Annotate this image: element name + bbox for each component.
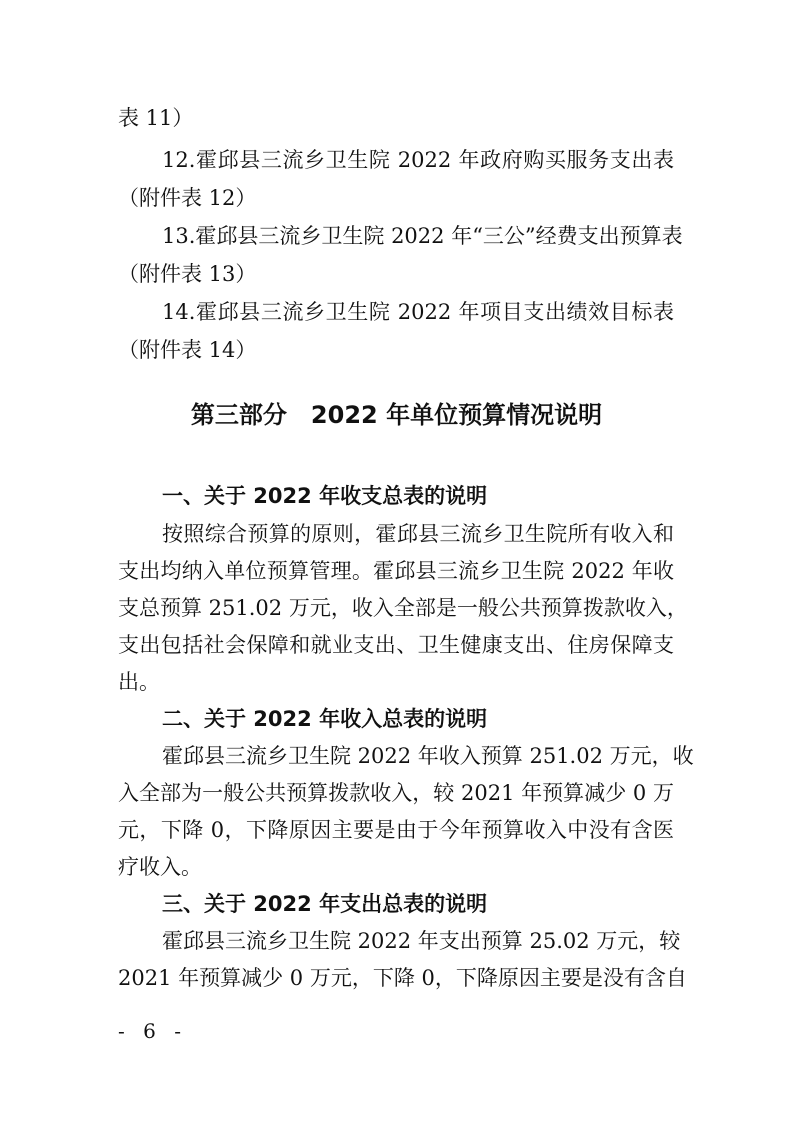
section-1-line-5: 出。	[118, 670, 160, 694]
section-1-line-1: 按照综合预算的原则，霍邱县三流乡卫生院所有收入和	[162, 522, 674, 546]
list-item-12: 12.霍邱县三流乡卫生院 2022 年政府购买服务支出表	[162, 148, 674, 172]
section-1-line-4: 支出包括社会保障和就业支出、卫生健康支出、住房保障支	[118, 633, 674, 657]
page-number: - 6 -	[118, 1019, 187, 1043]
section-2-line-2: 入全部为一般公共预算拨款收入，较 2021 年预算减少 0 万	[118, 781, 674, 805]
section-1-heading: 一、关于 2022 年收支总表的说明	[162, 484, 488, 508]
list-item-13: 13.霍邱县三流乡卫生院 2022 年“三公”经费支出预算表	[162, 224, 683, 248]
list-item-11-continuation: 表 11）	[118, 106, 194, 130]
section-3-heading: 三、关于 2022 年支出总表的说明	[162, 892, 488, 916]
section-2-line-1: 霍邱县三流乡卫生院 2022 年收入预算 251.02 万元，收	[162, 744, 694, 768]
section-2-line-3: 元，下降 0，下降原因主要是由于今年预算收入中没有含医	[118, 818, 674, 842]
list-item-13-continuation: （附件表 13）	[118, 262, 257, 286]
list-item-12-continuation: （附件表 12）	[118, 186, 257, 210]
section-3-line-1: 霍邱县三流乡卫生院 2022 年支出预算 25.02 万元，较	[162, 929, 681, 953]
section-1-line-3: 支总预算 251.02 万元，收入全部是一般公共预算拨款收入，	[118, 596, 688, 620]
list-item-14-continuation: （附件表 14）	[118, 338, 257, 362]
part-title: 第三部分 2022 年单位预算情况说明	[190, 401, 603, 429]
list-item-14: 14.霍邱县三流乡卫生院 2022 年项目支出绩效目标表	[162, 300, 674, 324]
section-2-line-4: 疗收入。	[118, 855, 202, 879]
section-1-line-2: 支出均纳入单位预算管理。霍邱县三流乡卫生院 2022 年收	[118, 559, 674, 583]
section-3-line-2: 2021 年预算减少 0 万元，下降 0，下降原因主要是没有含自	[118, 966, 687, 990]
section-2-heading: 二、关于 2022 年收入总表的说明	[162, 707, 488, 731]
